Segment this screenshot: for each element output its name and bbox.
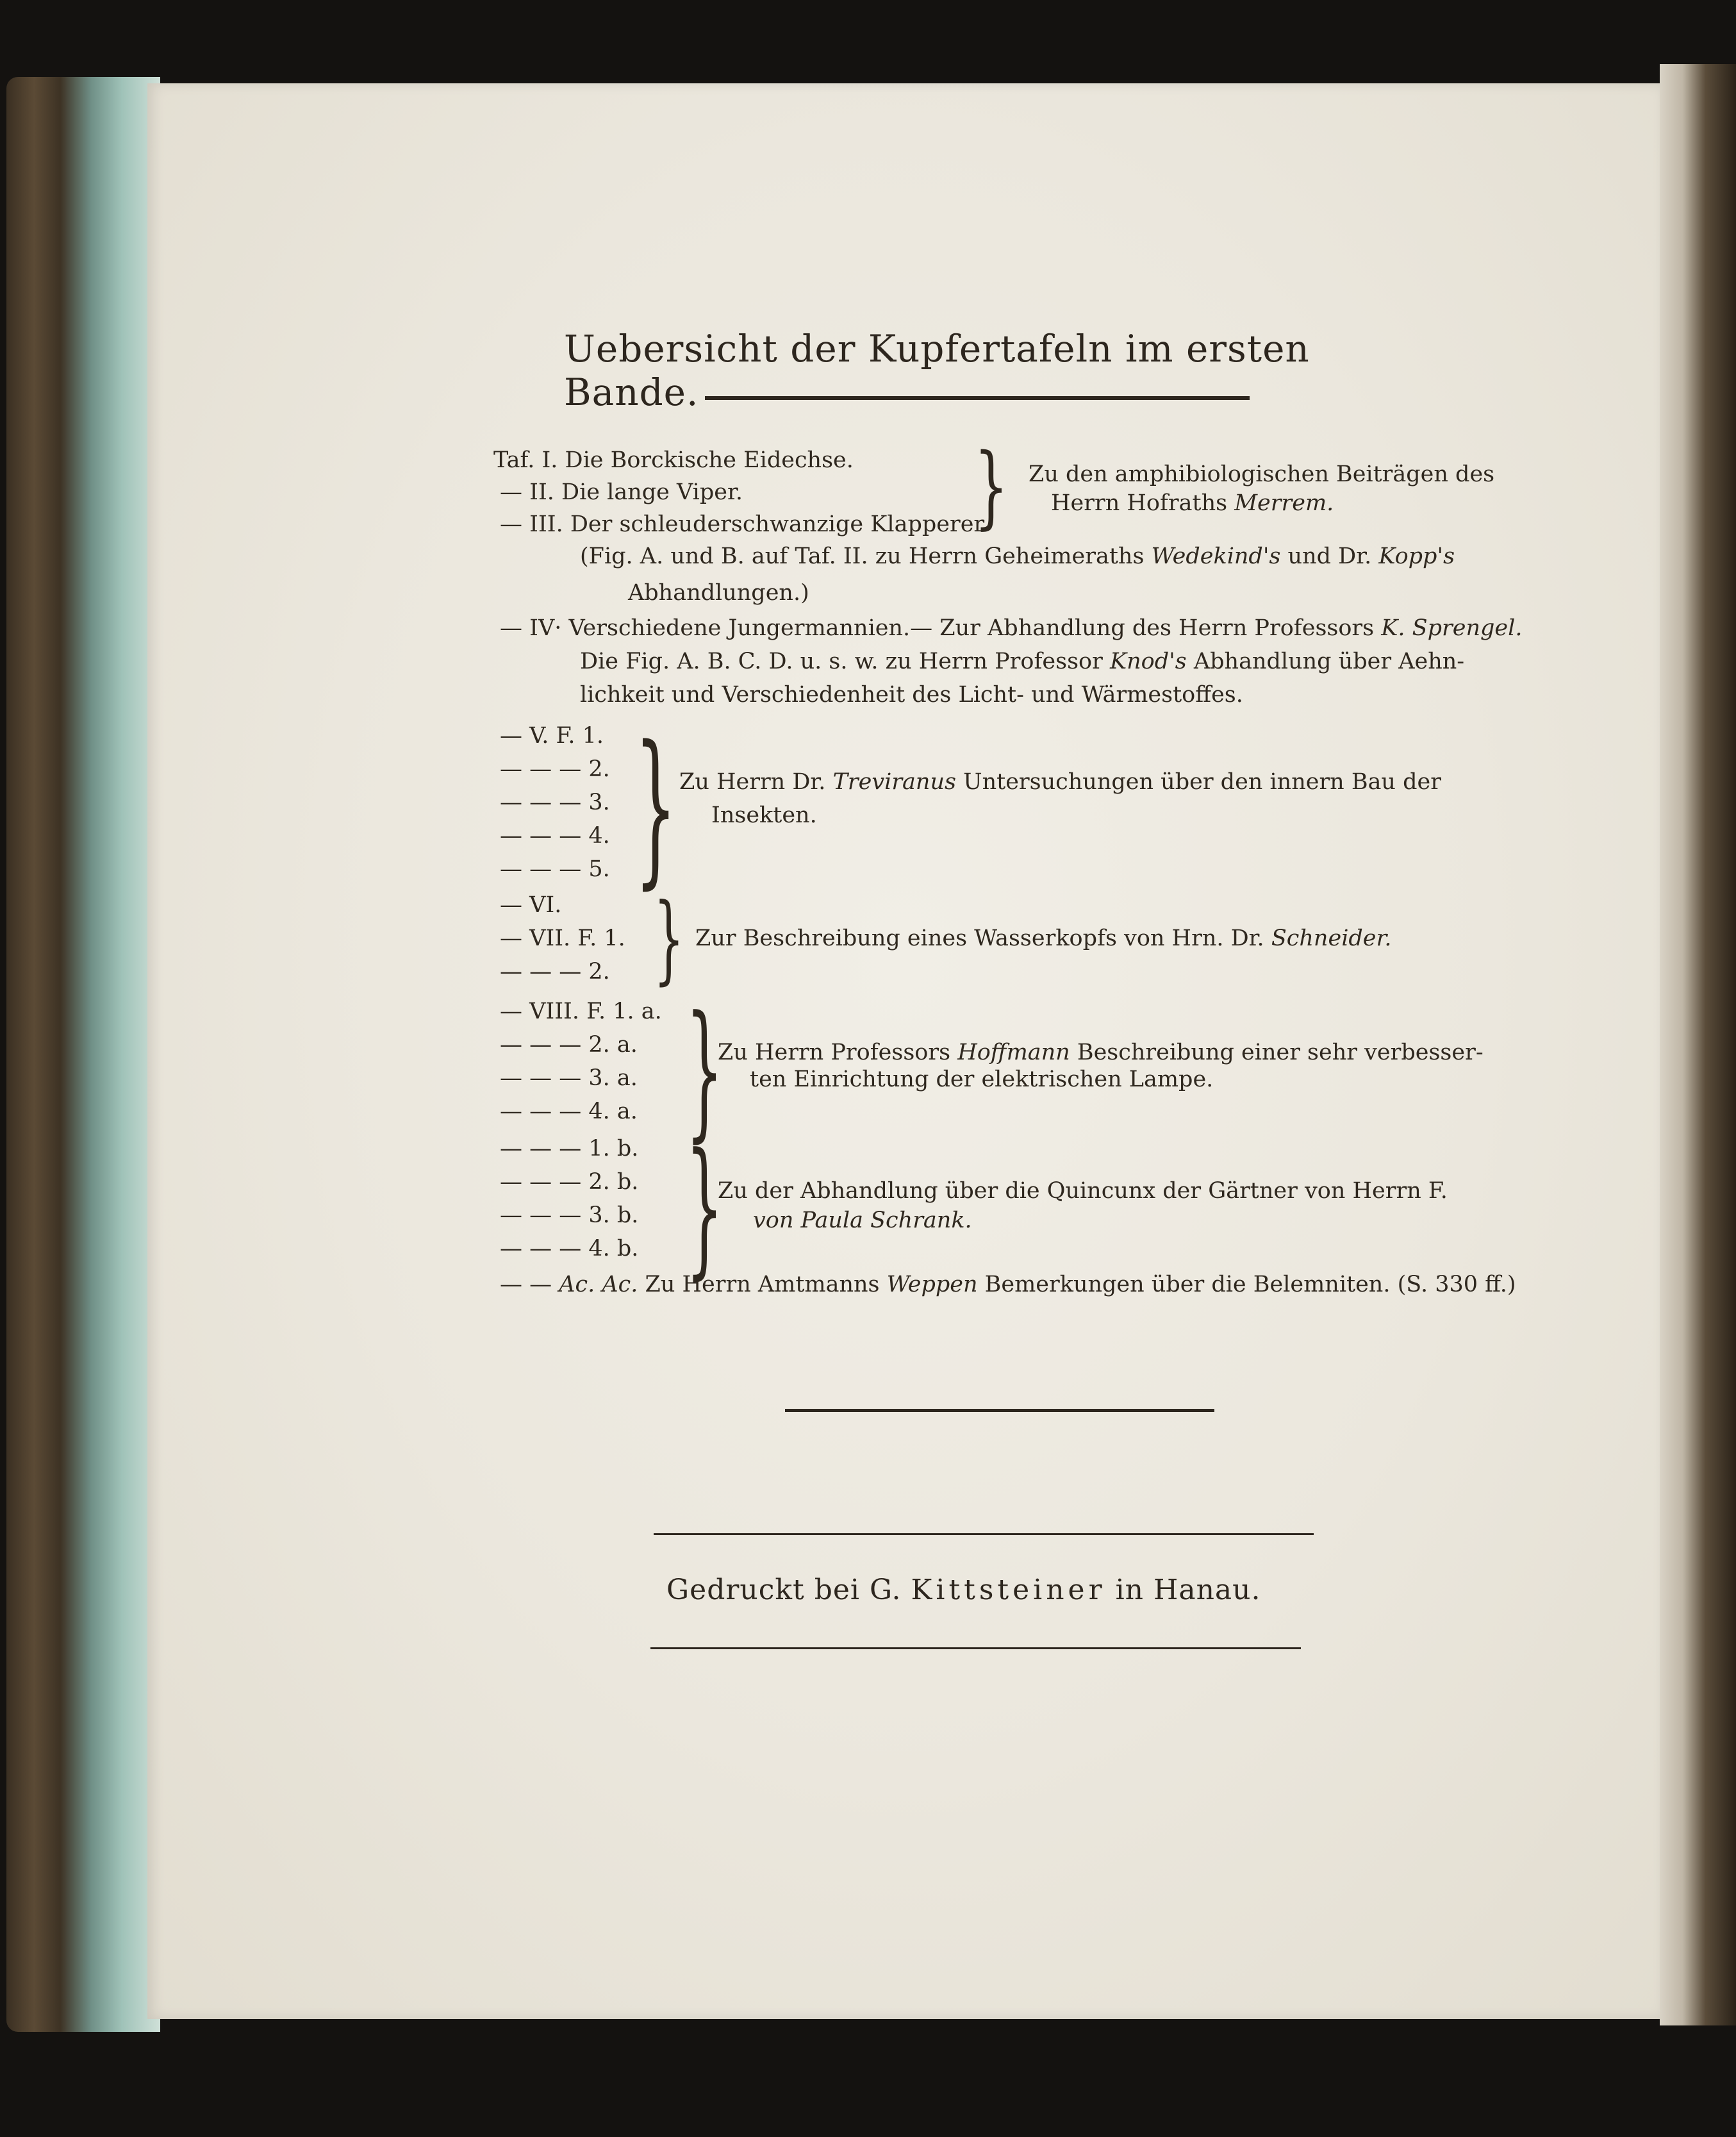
plate-viii-2: — — — 2. a. bbox=[500, 1032, 638, 1058]
plate-v-2: — — — 2. bbox=[500, 756, 610, 782]
group4-lead: Zu Herrn Professors bbox=[718, 1040, 958, 1065]
imprint-lead: Gedruckt bei G. bbox=[666, 1574, 911, 1606]
plate-line-2: — II. Die lange Viper. bbox=[500, 479, 743, 505]
plate-viii-6: — — — 2. b. bbox=[500, 1169, 639, 1195]
brace-group-1: } bbox=[974, 435, 1009, 539]
group4-tail: Beschreibung einer sehr verbesser- bbox=[1070, 1040, 1484, 1065]
group1-text-a: Zu den amphibiologischen Beiträgen des bbox=[1029, 461, 1495, 487]
plate-line-1: Taf. I. Die Borckische Eidechse. bbox=[493, 447, 854, 473]
group3-text bbox=[695, 926, 1392, 951]
group4-text-a bbox=[718, 1040, 1484, 1065]
plate-viii-5: — — — 1. b. bbox=[500, 1136, 639, 1161]
book-fore-edge bbox=[6, 77, 160, 2032]
imprint-printer: Kittsteiner bbox=[911, 1574, 1106, 1606]
plate-v-5: — — — 5. bbox=[500, 856, 610, 882]
group5-text-a: Zu der Abhandlung über die Quincunx der Gärtner von Herrn F. bbox=[718, 1178, 1448, 1204]
group3-lead: Zur Beschreibung eines Wasserkopfs von Hrn. Dr. bbox=[695, 926, 1271, 951]
group2-name: Treviranus bbox=[832, 769, 956, 795]
plate-viii-4: — — — 4. a. bbox=[500, 1099, 638, 1124]
plate-viii-8: — — — 4. b. bbox=[500, 1236, 639, 1261]
imprint-rule-bottom bbox=[650, 1647, 1301, 1649]
title-rule bbox=[705, 396, 1250, 400]
group4-name: Hoffmann bbox=[957, 1040, 1070, 1065]
plate-v-4: — — — 4. bbox=[500, 823, 610, 849]
plate-ac-label: Ac. Ac. bbox=[559, 1272, 638, 1297]
plate-line-4 bbox=[500, 615, 1522, 641]
plate-line-4b-lead: Die Fig. A. B. C. D. u. s. w. zu Herrn Professor bbox=[580, 649, 1110, 674]
plate-line-3: — III. Der schleuderschwanzige Klapperer. bbox=[500, 511, 989, 537]
mid-rule bbox=[785, 1409, 1214, 1412]
fig-note-mid: und Dr. bbox=[1280, 544, 1379, 569]
imprint-tail: in Hanau. bbox=[1105, 1574, 1261, 1606]
fig-note-lead: (Fig. A. und B. auf Taf. II. zu Herrn Geheimeraths bbox=[580, 544, 1152, 569]
group5-text-b: von Paula Schrank. bbox=[753, 1208, 972, 1233]
plate-viii-7: — — — 3. b. bbox=[500, 1202, 639, 1228]
group2-tail: Untersuchungen über den innern Bau der bbox=[955, 769, 1441, 795]
fig-note-line-2: Abhandlungen.) bbox=[628, 580, 809, 606]
plate-line-4b-tail: Abhandlung über Aehn- bbox=[1186, 649, 1465, 674]
plate-ac-lead: — — bbox=[500, 1272, 559, 1297]
page-title: Uebersicht der Kupfertafeln im ersten Bande. bbox=[564, 327, 1310, 414]
group3-name: Schneider. bbox=[1271, 926, 1392, 951]
plate-v-1: — V. F. 1. bbox=[500, 723, 604, 749]
group2-text-b: Insekten. bbox=[711, 802, 817, 828]
group1-text-b bbox=[1051, 490, 1334, 516]
plate-line-4c: lichkeit und Verschiedenheit des Licht- und Wärmestoffes. bbox=[580, 682, 1243, 708]
plate-ac-name: Weppen bbox=[886, 1272, 978, 1297]
plate-ac-mid: Zu Herrn Amtmanns bbox=[638, 1272, 887, 1297]
brace-group-5: } bbox=[686, 1122, 723, 1293]
plate-viii-1: — VIII. F. 1. a. bbox=[500, 999, 662, 1024]
plate-v-3: — — — 3. bbox=[500, 790, 610, 815]
plate-viii-3: — — — 3. a. bbox=[500, 1065, 638, 1091]
group2-lead: Zu Herrn Dr. bbox=[679, 769, 833, 795]
plate-vii-2: — — — 2. bbox=[500, 959, 610, 985]
brace-group-2: } bbox=[634, 711, 677, 904]
fig-note-name-1: Wedekind's bbox=[1151, 544, 1281, 569]
fig-note-name-2: Kopp's bbox=[1378, 544, 1455, 569]
group2-text-a bbox=[679, 769, 1441, 795]
group1-text-b-lead: Herrn Hofraths bbox=[1051, 490, 1235, 516]
group4-text-b: ten Einrichtung der elektrischen Lampe. bbox=[750, 1067, 1214, 1092]
group1-name: Merrem. bbox=[1234, 490, 1334, 516]
brace-group-4: } bbox=[686, 985, 723, 1156]
plate-line-4-lead: — IV· Verschiedene Jungermannien.— Zur Abhandlung des Herrn Professors bbox=[500, 615, 1382, 641]
imprint-rule-top bbox=[654, 1533, 1314, 1535]
book-right-edge bbox=[1660, 64, 1736, 2025]
plate-vii-1: — VII. F. 1. bbox=[500, 926, 625, 951]
plate-vi: — VI. bbox=[500, 892, 562, 918]
plate-ac-tail: Bemerkungen über die Belemniten. (S. 330 ff.) bbox=[977, 1272, 1516, 1297]
imprint bbox=[666, 1574, 1371, 1606]
plate-line-4b bbox=[580, 649, 1464, 674]
fig-note-line-1 bbox=[580, 544, 1455, 569]
plate-line-4-name: K. Sprengel. bbox=[1381, 615, 1523, 641]
plate-ac bbox=[500, 1272, 1516, 1297]
plate-line-4b-name: Knod's bbox=[1109, 649, 1187, 674]
brace-group-3: } bbox=[654, 883, 684, 995]
